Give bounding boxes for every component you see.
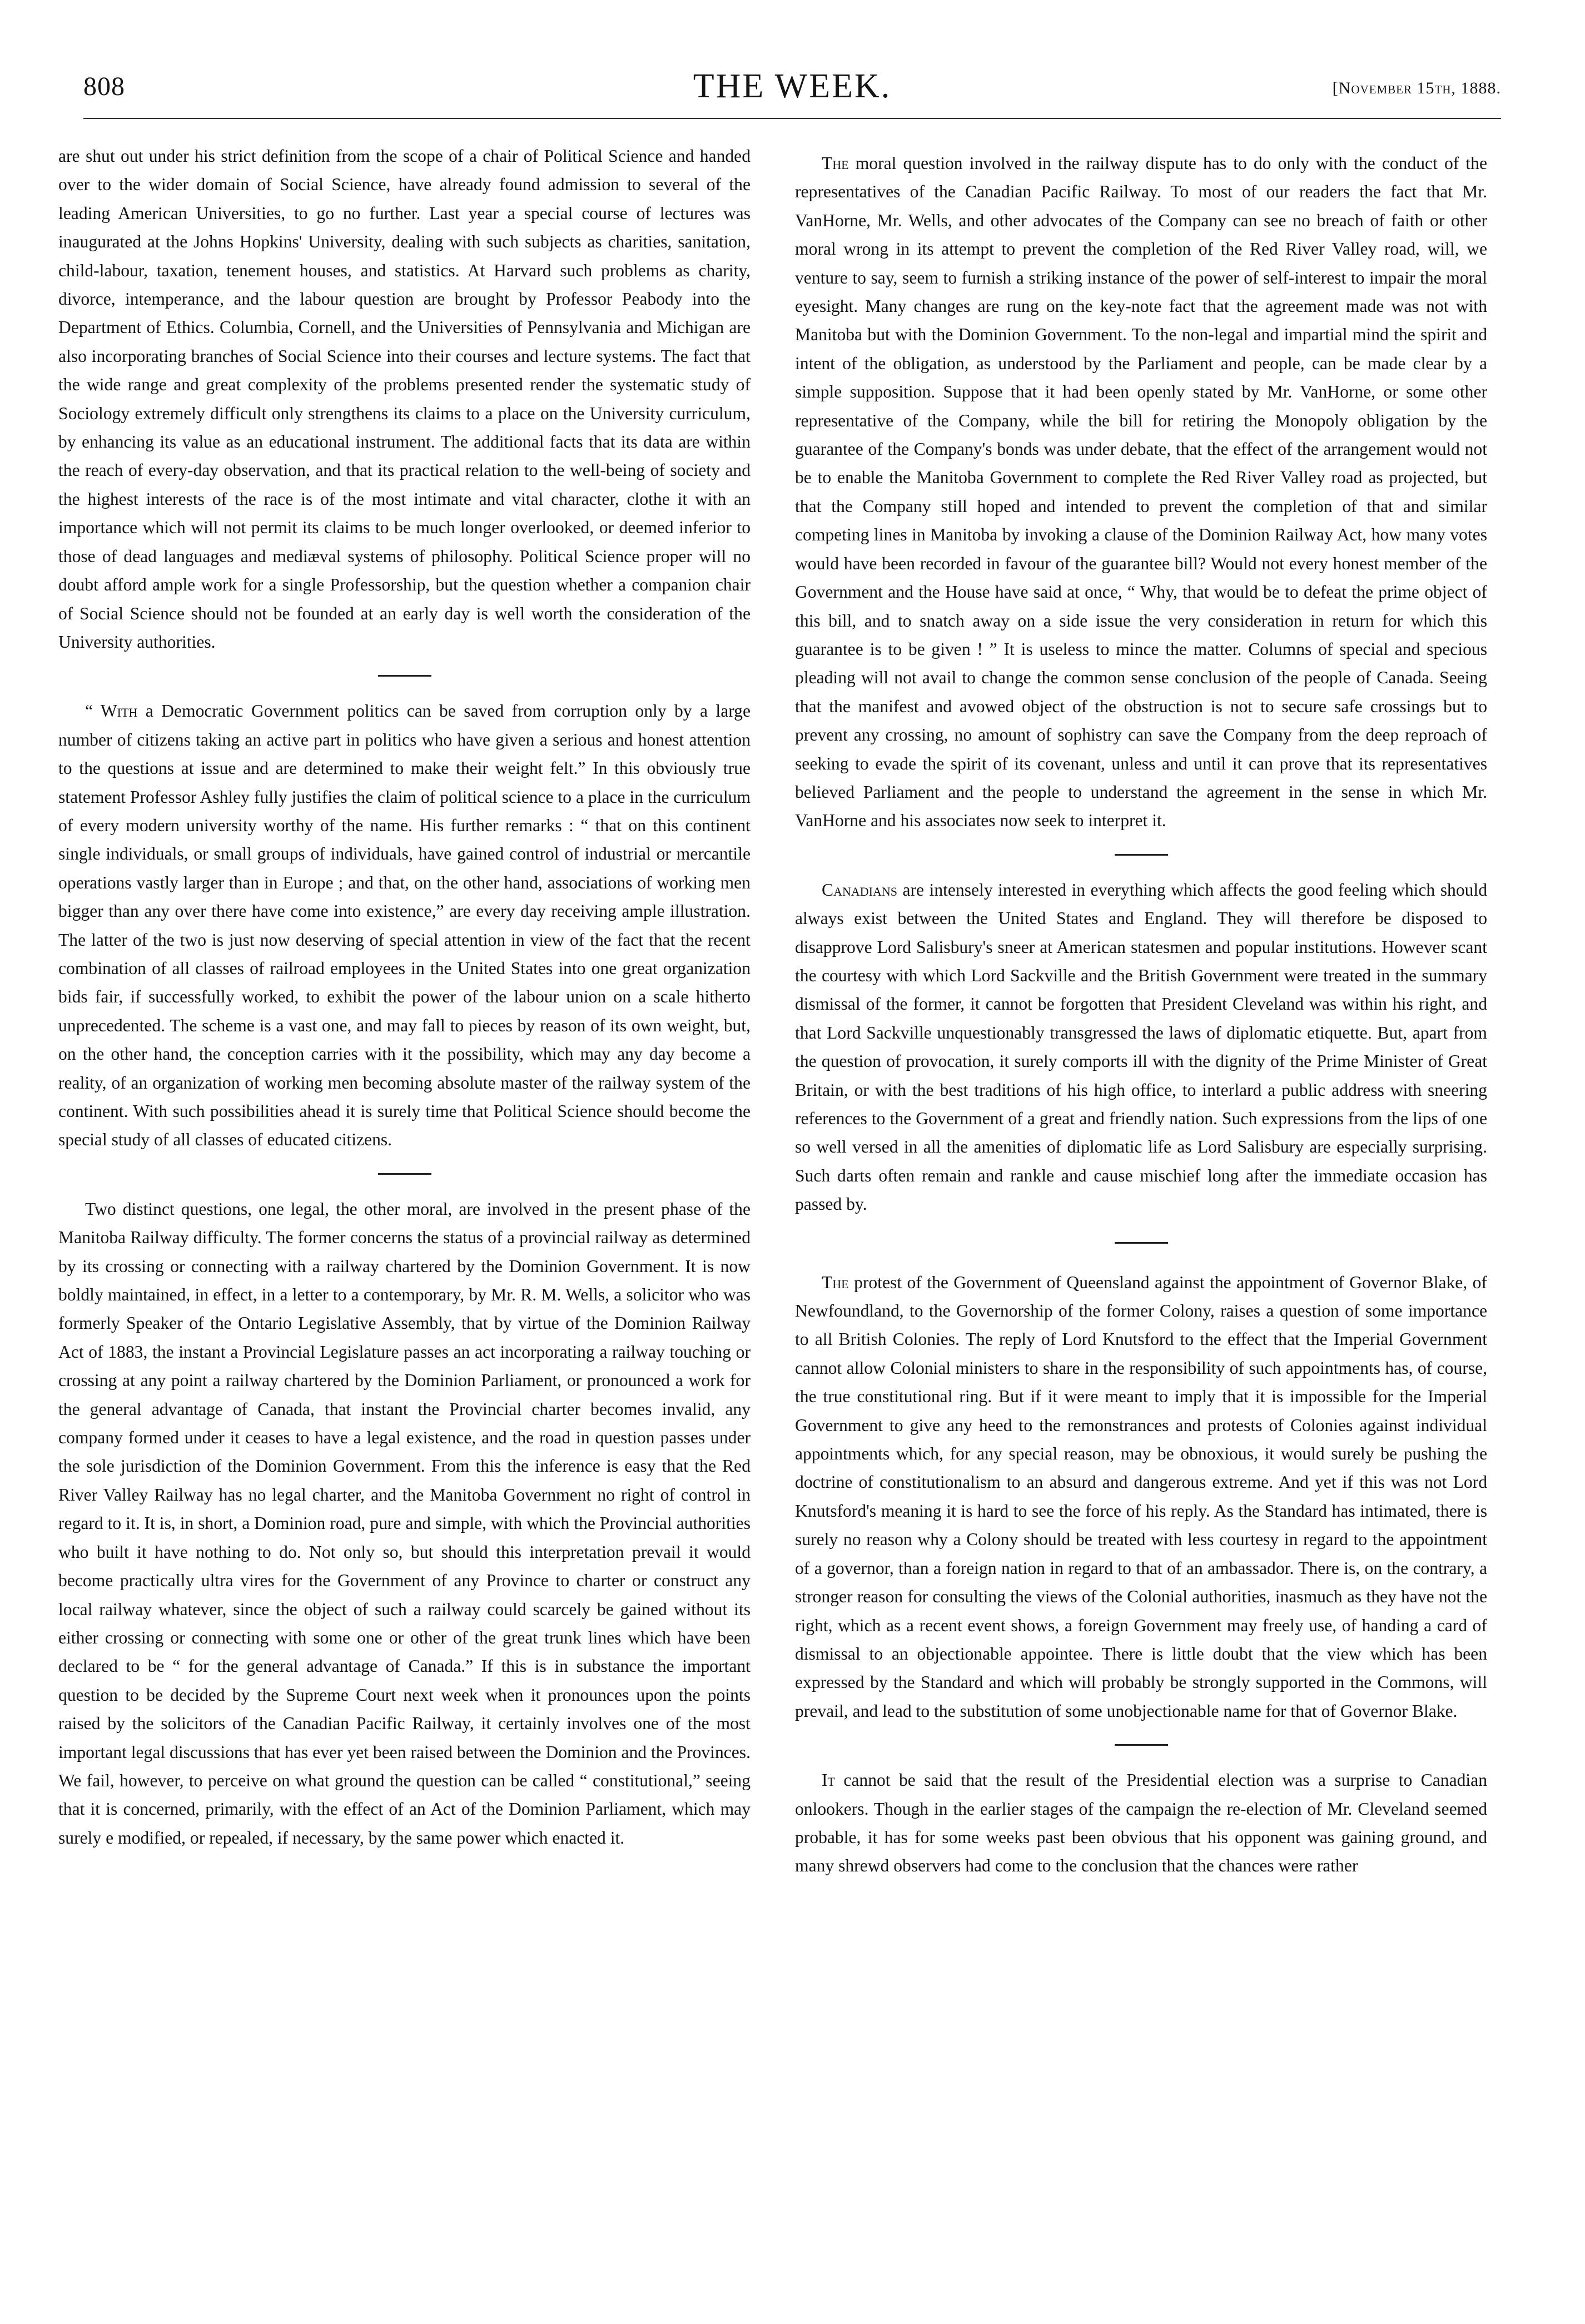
article-paragraph: are shut out under his strict definition from the scope of a chair of Political Science and handed over to the wider domain of Social Science, have already found admission to several of the leading American Universities, to go no further. Last year a special course of lectures was inaugurated at the Johns Hopkins' University, dealing with such subjects as charities, sanitation, child-labour, taxation, tenement houses, and statistics. At Harvard such problems as charity, divorce, intemperance, and the labour question are brought by Professor Peabody into the Department of Ethics. Columbia, Cornell, and the Universities of Pennsylvania and Michigan are also incorporating branches of Social Science into their courses and lecture systems. The fact that the wide range and great complexity of the problems presented render the systematic study of Sociology extremely difficult only strengthens its claims to a place on the University curriculum, by enhancing its value as an educational instrument. The additional facts that its data are within the reach of every-day observation, and that its practical relation to the well-being of society and the highest interests of the race is of the most intimate and vital character, clothe it with an importance which will not permit its claims to be much longer overlooked, or deemed inferior to those of dead languages and mediæval systems of philosophy. Political Science proper will no doubt afford ample work for a single Professorship, but the question whether a companion chair of Social Science should not be founded at an early day is well worth the consideration of the University authorities. — [58, 146, 751, 652]
section-divider — [378, 675, 431, 677]
article-paragraph — [795, 1766, 1487, 1880]
section-divider — [1115, 1242, 1168, 1244]
section-divider — [378, 1173, 431, 1175]
article-queensland-governor — [795, 1268, 1487, 1726]
article-paragraph — [795, 1268, 1487, 1726]
lead-in: The — [822, 153, 849, 173]
section-divider — [1115, 854, 1168, 856]
header-rule — [83, 118, 1501, 119]
lead-in: The — [822, 1272, 849, 1292]
article-political-science — [58, 697, 751, 1154]
left-column — [58, 142, 751, 1852]
page-number: 808 — [83, 72, 125, 101]
issue-date: [November 15th, 1888. — [1332, 79, 1501, 97]
lead-in: Canadians — [822, 880, 897, 900]
article-body: protest of the Government of Queensland against the appointment of Governor Blake, of Newfoundland, to the Governorship of the former Colony, raises a question of some importance to all British Colonies. The reply of Lord Knutsford to the effect that the Imperial Government cannot allow Colonial ministers to share in the responsibility of such appointments has, of course, the true constitutional ring. But if it were meant to imply that it is impossible for the Imperial Government to give any heed to the remonstrances and protests of Colonies against individual appointments which, for any special reason, may be obnoxious, it would surely be pushing the doctrine of constitutionalism to an absurd and dangerous extreme. And yet if this was not Lord Knutsford's meaning it is hard to see the force of his reply. As the Standard has intimated, there is surely no reason why a Colony should be treated with less courtesy in regard to the appointment of a governor, than a foreign nation in regard to that of an ambassador. There is, on the contrary, a stronger reason for consulting the views of the Colonial authorities, inasmuch as they have not the right, which as a recent event shows, a foreign Government may freely use, of handing a card of dismissal to an objectionable appointee. There is little doubt that the view which has been expressed by the Standard and which will probably be strongly supported in the Commons, will prevail, and lead to the substitution of some unobjectionable name for that of Governor Blake. — [795, 1272, 1487, 1721]
masthead-title: THE WEEK. — [693, 67, 892, 105]
right-column — [795, 149, 1487, 1880]
article-body: a Democratic Government politics can be saved from corruption only by a large number of citizens taking an active part in politics who have given a serious and honest attention to the questions at issue and are determined to make their weight felt.” In this obviously true statement Professor Ashley fully justifies the claim of political science to a place in the curriculum of every modern university worthy of the name. His further remarks : “ that on this continent single individuals, or small groups of individuals, have gained control of industrial or mercantile operations vastly larger than in Europe ; and that, on the other hand, associations of working men bigger than any over there have come into existence,” are every day receiving ample illustration. The latter of the two is just now deserving of special attention in view of the fact that the recent combination of all classes of railroad employees in the United States into one great organization bids fair, if successfully worked, to exhibit the power of the labour union on a scale hitherto unprecedented. The scheme is a vast one, and may fall to pieces by reason of its own weight, but, on the other hand, the conception carries with it the possibility, which may any day become a reality, of an organization of working men becoming absolute master of the railway system of the continent. With such possibilities ahead it is surely time that Political Science should become the special study of all classes of educated citizens. — [58, 701, 751, 1150]
article-body: moral question involved in the railway dispute has to do only with the conduct of the representatives of the Canadian Pacific Railway. To most of our readers the fact that Mr. VanHorne, Mr. Wells, and other advocates of the Company can see no breach of faith or other moral wrong in its attempt to prevent the completion of the Red River Valley road, will, we venture to say, seem to furnish a striking instance of the power of self-interest to impair the moral eyesight. Many changes are rung on the key-note fact that the agreement made was not with Manitoba but with the Dominion Government. To the non-legal and impartial mind the spirit and intent of the obligation, as understood by the Parliament and people, can be made clear by a simple supposition. Suppose that it had been openly stated by Mr. VanHorne, or some other representative of the Company, while the bill for retiring the Monopoly obligation by the guarantee of the Company's bonds was under debate, that the effect of the arrangement would not be to enable the Manitoba Government to complete the Red River Valley road as projected, but that the Company still hoped and intended to prevent the completion of that and similar competing lines in Manitoba by invoking a clause of the Dominion Railway Act, how many votes would have been recorded in favour of the guarantee bill? Would not every honest member of the Government and the House have said at once, “ Why, that would be to defeat the prime object of this bill, and to snatch away on a side issue the very consideration in return for which this guarantee is to be given ! ” It is useless to mince the matter. Columns of special and specious pleading will not avail to change the common sense conclusion of the people of Canada. Seeing that the manifest and avowed object of the obstruction is not to secure safe crossings but to prevent any crossing, no amount of sophistry can save the Company from the deep reproach of seeking to evade the spirit of its covenant, unless and until it can prove that its representatives believed Parliament and the people to understand the agreement in the sense in which Mr. VanHorne and his associates now seek to interpret it. — [795, 153, 1487, 831]
article-moral-question — [795, 149, 1487, 835]
article-presidential-election — [795, 1766, 1487, 1880]
section-divider — [1115, 1744, 1168, 1746]
article-paragraph — [58, 697, 751, 1154]
article-manitoba-railway — [58, 1195, 751, 1852]
lead-in: “ With — [85, 701, 138, 721]
page-header — [83, 67, 1501, 117]
article-paragraph: Two distinct questions, one legal, the other moral, are involved in the present phase of the Manitoba Railway difficulty. The former concerns the status of a provincial railway as determined by its crossing or connecting with a railway chartered by the Dominion Government. It is now boldly maintained, in effect, in a letter to a contemporary, by Mr. R. M. Wells, a solicitor who was formerly Speaker of the Ontario Legislative Assembly, that by virtue of the Dominion Railway Act of 1883, the instant a Provincial Legislature passes an act incorporating a railway touching or crossing at any point a railway chartered by the Dominion Parliament, or pronounced a work for the general advantage of Canada, that instant the Provincial charter becomes invalid, any company formed under it ceases to have a legal existence, and the road in question passes under the sole jurisdiction of the Dominion Government. From this the inference is easy that the Red River Valley Railway has no legal charter, and the Manitoba Government no right of control in regard to it. It is, in short, a Dominion road, pure and simple, with which the Provincial authorities who built it have nothing to do. Not only so, but should this interpretation prevail it would become practically ultra vires for the Government of any Province to charter or construct any local railway whatever, since the object of such a railway could scarcely be gained without its either crossing or connecting with some one or other of the great trunk lines which have been declared to be “ for the general advantage of Canada.” If this is in substance the important question to be decided by the Supreme Court next week when it pronounces upon the points raised by the solicitors of the Canadian Pacific Railway, it certainly involves one of the most important legal discussions that has ever yet been raised between the Dominion and the Provinces. We fail, however, to perceive on what ground the question can be called “ constitutional,” seeing that it is concerned, primarily, with the effect of an Act of the Dominion Parliament, which may surely e modified, or repealed, if necessary, by the same power which enacted it. — [58, 1199, 751, 1848]
article-paragraph — [795, 149, 1487, 835]
lead-in: It — [822, 1770, 835, 1790]
article-paragraph — [795, 876, 1487, 1219]
article-body: are intensely interested in everything which affects the good feeling which should always exist between the United States and England. They will therefore be disposed to disapprove Lord Salisbury's sneer at American statesmen and popular institutions. However scant the courtesy with which Lord Sackville and the British Government were treated in the summary dismissal of the former, it cannot be forgotten that President Cleveland was within his right, and that Lord Sackville unquestionably transgressed the laws of diplomatic etiquette. But, apart from the question of provocation, it surely comports ill with the dignity of the Prime Minister of Great Britain, or with the best traditions of his high office, to interlard a public address with sneering references to the Government of a great and friendly nation. Such expressions from the lips of one so well versed in all the amenities of diplomatic life as Lord Salisbury are especially surprising. Such darts often remain and rankle and cause mischief long after the immediate occasion has passed by. — [795, 880, 1487, 1214]
article-lord-salisbury — [795, 876, 1487, 1219]
article-social-science — [58, 142, 751, 656]
article-body: cannot be said that the result of the Presidential election was a surprise to Canadian onlookers. Though in the earlier stages of the campaign the re-election of Mr. Cleveland seemed probable, it has for some weeks past been obvious that his opponent was gaining ground, and many shrewd observers had come to the conclusion that the chances were rather — [795, 1770, 1487, 1876]
